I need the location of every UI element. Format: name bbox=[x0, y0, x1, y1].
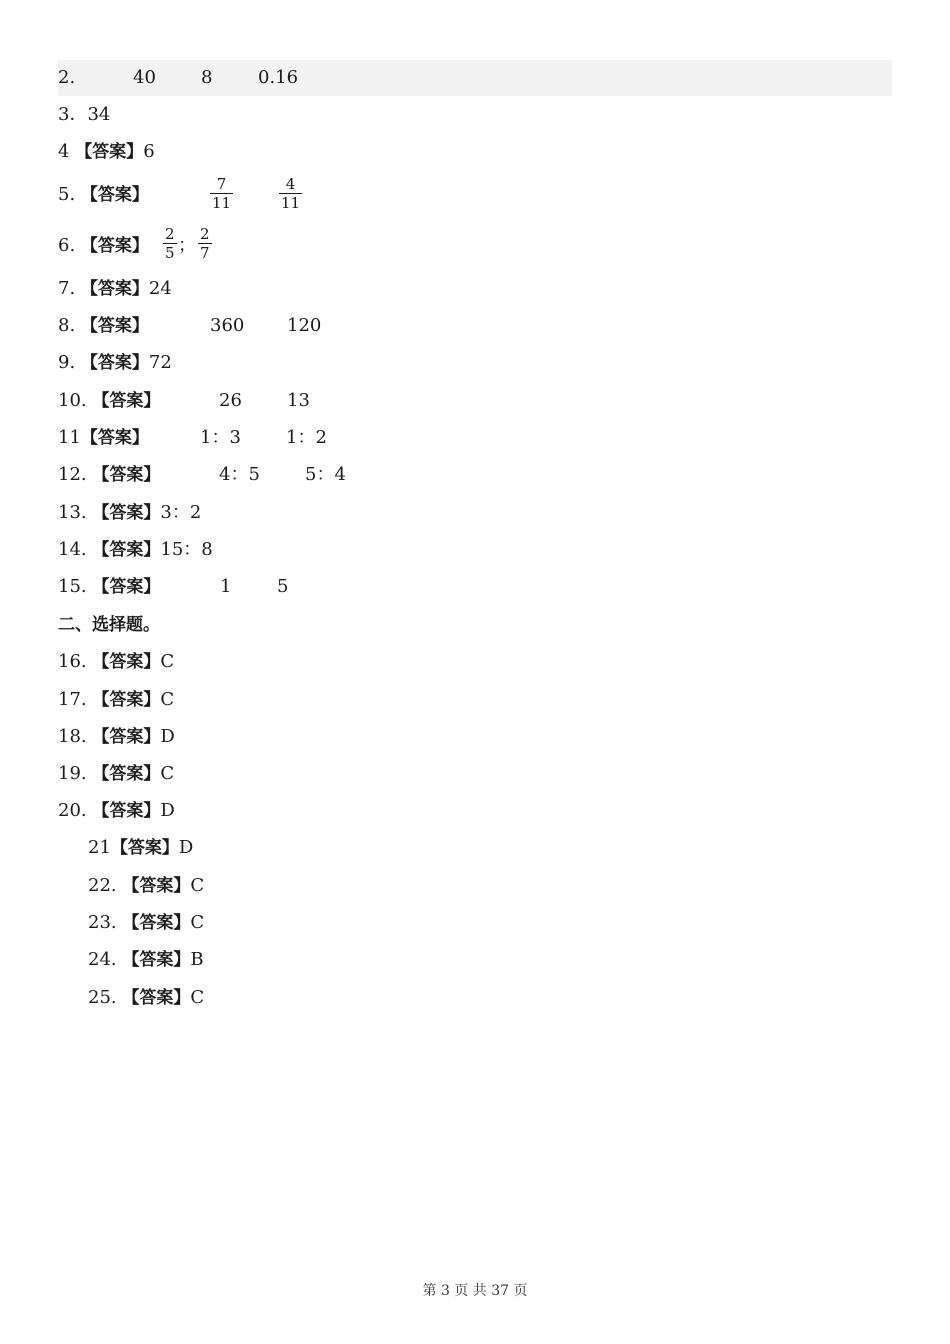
item-number: 7. bbox=[58, 278, 76, 299]
item-number: 21 bbox=[88, 837, 111, 858]
answer-value: 5 bbox=[277, 576, 289, 597]
answer-tag: 【答案】 bbox=[80, 316, 149, 336]
answer-value: 5：4 bbox=[305, 464, 346, 485]
answer-value: 13 bbox=[287, 390, 310, 411]
answer-value: 72 bbox=[148, 352, 172, 373]
answer-value: 15：8 bbox=[160, 539, 213, 560]
answer-tag: 【答案】 bbox=[92, 540, 161, 560]
item-number: 17. bbox=[58, 689, 87, 710]
item-number: 12. bbox=[58, 464, 87, 485]
item-number: 14. bbox=[58, 539, 87, 560]
item-number: 15. bbox=[58, 576, 87, 597]
item-number: 13. bbox=[58, 502, 87, 523]
answer-value: 120 bbox=[287, 315, 322, 336]
item-number: 2. bbox=[58, 67, 76, 88]
answer-value: C bbox=[160, 651, 175, 672]
answer-value: 3：2 bbox=[160, 502, 202, 523]
answer-tag: 【答案】 bbox=[80, 236, 149, 256]
answer-line-17 bbox=[58, 683, 174, 717]
answer-line-15 bbox=[58, 570, 289, 604]
answer-value: C bbox=[160, 763, 175, 784]
answer-value: 0.16 bbox=[258, 67, 299, 88]
answer-tag: 【答案】 bbox=[92, 652, 161, 672]
answer-value: C bbox=[160, 689, 175, 710]
answer-value: C bbox=[190, 875, 205, 896]
answer-line-9 bbox=[58, 346, 172, 380]
answer-tag: 【答案】 bbox=[110, 838, 179, 858]
answer-value: 1：3 bbox=[200, 427, 241, 448]
item-number: 25. bbox=[88, 987, 117, 1008]
answer-tag: 【答案】 bbox=[122, 950, 191, 970]
answer-value: 26 bbox=[219, 390, 242, 411]
item-number: 23. bbox=[88, 912, 117, 933]
answer-value: D bbox=[160, 726, 175, 747]
answer-tag: 【答案】 bbox=[122, 988, 191, 1008]
answer-line-4 bbox=[58, 135, 155, 169]
answer-line-12 bbox=[58, 458, 346, 492]
answer-line-23 bbox=[88, 906, 204, 940]
answer-value: 360 bbox=[210, 315, 245, 336]
item-number: 5. bbox=[58, 184, 76, 205]
fraction: $\frac{7}{11}$ bbox=[212, 175, 232, 212]
answer-tag: 【答案】 bbox=[92, 577, 161, 597]
answer-tag: 【答案】 bbox=[80, 353, 149, 373]
answer-value: 1：2 bbox=[286, 427, 327, 448]
answer-line-7 bbox=[58, 272, 172, 306]
answer-line-24 bbox=[88, 943, 204, 977]
answer-value: 4：5 bbox=[219, 464, 260, 485]
answer-tag: 【答案】 bbox=[80, 279, 149, 299]
item-number: 16. bbox=[58, 651, 87, 672]
answer-tag: 【答案】 bbox=[92, 690, 161, 710]
answer-line-22 bbox=[88, 869, 204, 903]
answer-tag: 【答案】 bbox=[92, 465, 161, 485]
answer-line-11 bbox=[58, 421, 327, 455]
answer-line-20 bbox=[58, 794, 175, 828]
answer-tag: 【答案】 bbox=[92, 391, 161, 411]
answer-value: 6 bbox=[143, 141, 155, 162]
answer-value: 24 bbox=[148, 278, 172, 299]
item-number: 6. bbox=[58, 235, 76, 256]
answer-line-3 bbox=[58, 98, 110, 132]
answer-line-6 bbox=[58, 225, 210, 263]
answer-value: C bbox=[190, 987, 205, 1008]
answer-value: D bbox=[178, 837, 194, 858]
item-number: 11 bbox=[58, 427, 81, 448]
answer-line-16 bbox=[58, 645, 174, 679]
answer-value: 40 bbox=[133, 67, 156, 88]
fraction: $\frac{4}{11}$ bbox=[281, 175, 301, 212]
answer-tag: 【答案】 bbox=[92, 801, 161, 821]
item-number: 4 bbox=[58, 141, 70, 162]
highlight-row bbox=[58, 60, 892, 96]
answer-tag: 【答案】 bbox=[122, 913, 191, 933]
item-number: 18. bbox=[58, 726, 87, 747]
item-number: 8. bbox=[58, 315, 76, 336]
item-number: 22. bbox=[88, 875, 117, 896]
fraction: $\frac{2}{7}$ bbox=[200, 225, 210, 262]
answer-line-25 bbox=[88, 981, 204, 1015]
item-number: 20. bbox=[58, 800, 87, 821]
answer-tag: 【答案】 bbox=[92, 503, 161, 523]
answer-tag: 【答案】 bbox=[80, 185, 149, 205]
answer-line-14 bbox=[58, 533, 213, 567]
item-number: 19. bbox=[58, 763, 87, 784]
answer-line-18 bbox=[58, 720, 175, 754]
answer-line-21 bbox=[88, 831, 193, 865]
section-heading: 二、选择题。 bbox=[58, 615, 160, 635]
item-number: 9. bbox=[58, 352, 76, 373]
answer-line-2 bbox=[58, 61, 299, 95]
answer-value: 1 bbox=[220, 576, 232, 597]
separator: ； bbox=[178, 235, 196, 256]
page-footer: 第 3 页 共 37 页 bbox=[422, 1283, 528, 1299]
answer-value: D bbox=[160, 800, 175, 821]
answer-value: 8 bbox=[201, 67, 213, 88]
answer-tag: 【答案】 bbox=[92, 764, 161, 784]
answer-tag: 【答案】 bbox=[92, 727, 161, 747]
answer-tag: 【答案】 bbox=[80, 428, 149, 448]
answer-value: C bbox=[190, 912, 205, 933]
answer-line-19 bbox=[58, 757, 174, 791]
answer-tag: 【答案】 bbox=[122, 876, 191, 896]
answer-line-5 bbox=[58, 175, 301, 212]
fraction: $\frac{2}{5}$ bbox=[165, 225, 175, 262]
item-number: 24. bbox=[88, 949, 117, 970]
answer-text: 3．34 bbox=[58, 104, 111, 125]
item-number: 10. bbox=[58, 390, 87, 411]
answer-tag: 【答案】 bbox=[75, 142, 144, 162]
answer-line-8 bbox=[58, 309, 322, 343]
answer-line-10 bbox=[58, 384, 310, 418]
answer-value: B bbox=[190, 949, 204, 970]
answer-line-13 bbox=[58, 496, 201, 530]
